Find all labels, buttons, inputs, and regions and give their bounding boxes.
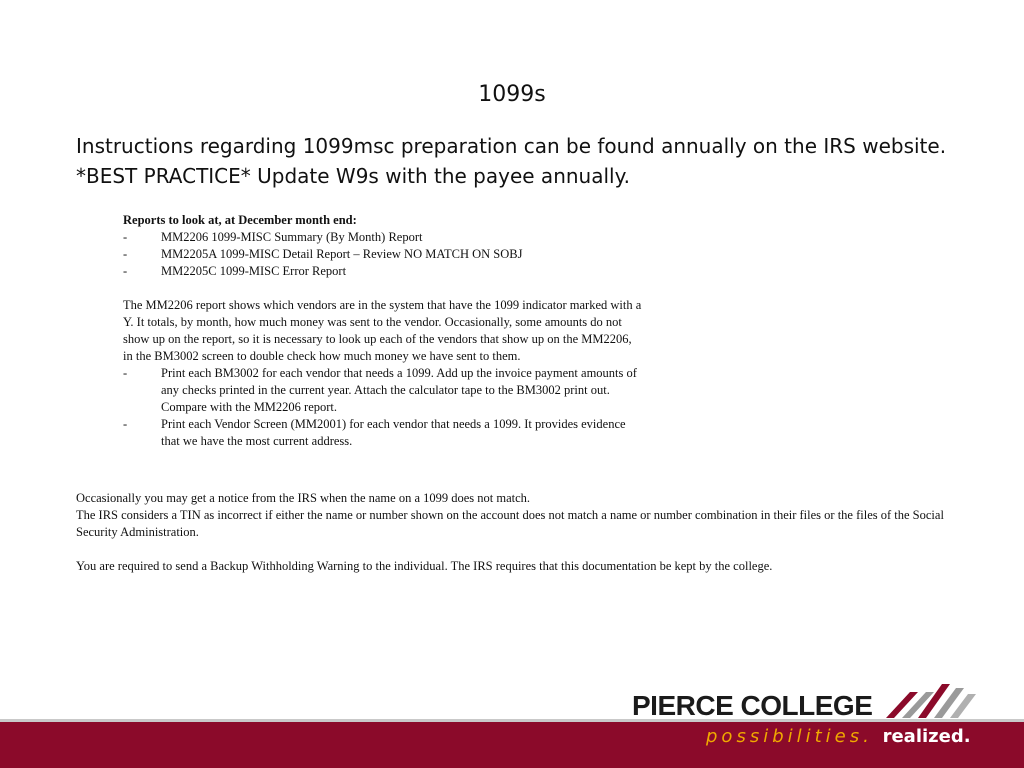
tagline-realized: realized. [882,726,971,747]
lead-line-2: *BEST PRACTICE* Update W9s with the payee annually. [76,164,630,188]
reports-heading: Reports to look at, at December month end: [123,213,357,227]
tagline-possibilities: possibilities. [706,726,873,747]
irs-section [76,490,976,575]
bullet-dash: - [123,417,128,431]
slide-title: 1099s [478,82,546,107]
report-item-text: MM2205A 1099-MISC Detail Report – Review NO MATCH ON SOBJ [161,247,523,261]
report-item-text: MM2206 1099-MISC Summary (By Month) Report [161,230,423,244]
reports-section [123,212,643,450]
mm2206-step-text: Print each BM3002 for each vendor that needs a 1099. Add up the invoice payment amounts of any checks printed in the current year. Attach the calculator tape to the BM3002 print out. Compare with the MM2206 report. [161,366,637,414]
report-item [123,246,643,263]
brand-name: PIERCE COLLEGE [632,690,873,721]
bullet-dash: - [123,247,128,261]
bullet-dash: - [123,230,128,244]
lead-text [76,131,996,191]
report-item [123,263,643,280]
tagline [706,726,971,747]
pierce-college-stripes-logo-icon [884,678,984,720]
report-item-text: MM2205C 1099-MISC Error Report [161,264,347,278]
irs-line-3: You are required to send a Backup Withholding Warning to the individual. The IRS requires that this documentation be kept by the college. [76,559,773,573]
bullet-dash: - [123,366,128,380]
mm2206-step [123,365,643,416]
mm2206-step [123,416,643,450]
bullet-dash: - [123,264,128,278]
irs-line-1: Occasionally you may get a notice from the IRS when the name on a 1099 does not match. [76,491,531,505]
report-item [123,229,643,246]
mm2206-paragraph: The MM2206 report shows which vendors are in the system that have the 1099 indicator marked with a Y. It totals, by month, how much money was sent to the vendor. Occasionally, some amounts do not show up on the report, so it is necessary to look up each of the vendors that show up on the MM2206, in the BM3002 screen to double check how much money we have sent to them. [123,298,642,363]
mm2206-step-text: Print each Vendor Screen (MM2001) for each vendor that needs a 1099. It provides evidence that we have the most current address. [161,417,626,448]
irs-line-2: The IRS considers a TIN as incorrect if either the name or number shown on the account does not match a name or number combination in their files or the files of the Social Security Administration. [76,508,944,539]
lead-line-1: Instructions regarding 1099msc preparation can be found annually on the IRS website. [76,134,947,158]
